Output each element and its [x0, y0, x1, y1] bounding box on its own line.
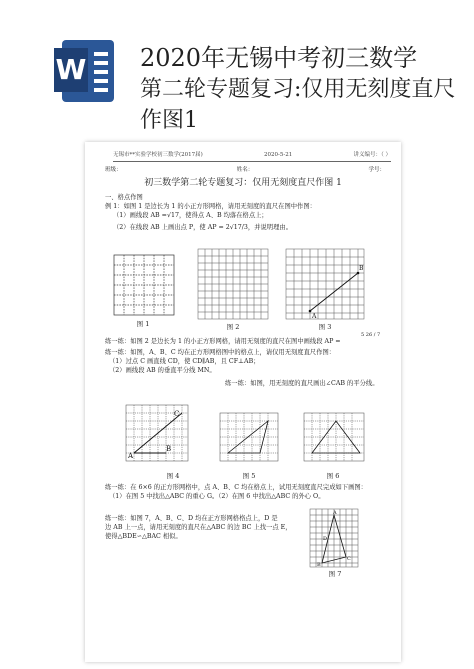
header-school: 无锡市**实验学校初三数学(2017届) [113, 152, 203, 158]
figure-7-caption: 图 7 [328, 570, 342, 578]
example-1-part1: （1）画线段 AB =√17，使得点 A、B 均落在格点上； [113, 212, 268, 219]
figure-3-caption: 图 3 [318, 323, 332, 331]
word-document-icon [55, 40, 114, 102]
example-1-part2: （2）在线段 AB 上画出点 P，使 AP = 2√17/3，并说明理由。 [113, 224, 292, 231]
student-info [105, 167, 385, 174]
fig4-label-c: C [174, 410, 180, 418]
figure-4-caption: 图 4 [166, 472, 180, 480]
figure-5-caption: 图 5 [242, 472, 256, 480]
figure-3-grid [285, 248, 365, 320]
figure-6-grid [303, 412, 365, 462]
fig3-label-b: B [359, 265, 364, 272]
exercise-a: 练一练：如图 2 是边长为 1 的小正方形网格，请用无刻度的直尺在图中画线段 AP = [105, 338, 341, 345]
banner-title-line1: 2020年无锡中考初三数学 [140, 44, 418, 72]
figure-1-grid [113, 254, 175, 316]
figure-2-caption: 图 2 [226, 323, 240, 331]
exercise-c: 练一练：如图，用无刻度的直尺画出∠CAB 的平分线。 [225, 380, 379, 387]
document-title: 初三数学第二轮专题复习：仅用无刻度直尺作图 1 [144, 178, 342, 188]
fig3-label-a: A [312, 313, 317, 320]
figure-4-grid [125, 404, 189, 462]
banner-title-line2: 第二轮专题复习:仅用无刻度直尺作图1 [140, 77, 456, 133]
exercise-e-line2: 边 AB 上一点，请用无刻度的直尺在△ABC 的边 BC 上找一点 E， [105, 524, 292, 531]
fig7-label-b: B [317, 562, 321, 568]
fig7-label-d: D [323, 536, 328, 542]
fig7-label-a: A [333, 510, 337, 516]
word-logo-letter: W [54, 48, 88, 92]
figure-6-caption: 图 6 [326, 472, 340, 480]
no-label: 学号： [368, 167, 385, 173]
exercise-a-fraction: 5 26 / 7 [361, 332, 381, 338]
page-header [113, 152, 391, 162]
example-1: 例 1：如图 1 是边长为 1 的小正方形网格，请用无刻度的直尺在图中作图： [105, 203, 316, 210]
figure-5-grid [219, 412, 279, 462]
exercise-d-parts: （1）在图 5 中找出△ABC 的重心 G。（2）在图 6 中找出△ABC 的外心 O。 [109, 493, 325, 500]
fig7-label-c: C [347, 556, 351, 562]
fig4-label-b: B [166, 445, 172, 453]
exercise-e-line3: 使得△BDE∽△BAC 相似。 [105, 533, 182, 540]
exercise-b-part2: （2）画线段 AB 的垂直平分线 MN。 [109, 367, 216, 374]
exercise-b-part1: （1）过点 C 画直线 CD，使 CD∥AB，且 CF⊥AB； [109, 358, 260, 365]
figure-7-grid [309, 508, 359, 568]
fig4-label-a: A [128, 452, 134, 460]
class-label: 班级： [105, 167, 122, 173]
section-heading: 一、格点作图 [105, 194, 143, 201]
header-date: 2020-5-21 [264, 152, 293, 158]
header-number: 讲义编号：（ ） [353, 152, 391, 158]
name-label: 姓名： [236, 167, 254, 173]
exercise-e-line1: 练一练：如图 7，A、B、C、D 均在正方形网格格点上，D 是 [105, 515, 278, 522]
exercise-d: 练一练：在 6×6 的正方形网格中，点 A、B、C 均在格点上，试用无刻度直尺完成如下画图： [105, 484, 367, 491]
figure-2-grid [197, 248, 269, 320]
document-page [85, 142, 401, 662]
banner [0, 0, 474, 133]
exercise-b: 练一练：如图，A、B、C 均在正方形网格图中的格点上，请仅用无刻度直尺作图： [105, 349, 336, 356]
figure-1-caption: 图 1 [136, 320, 150, 328]
